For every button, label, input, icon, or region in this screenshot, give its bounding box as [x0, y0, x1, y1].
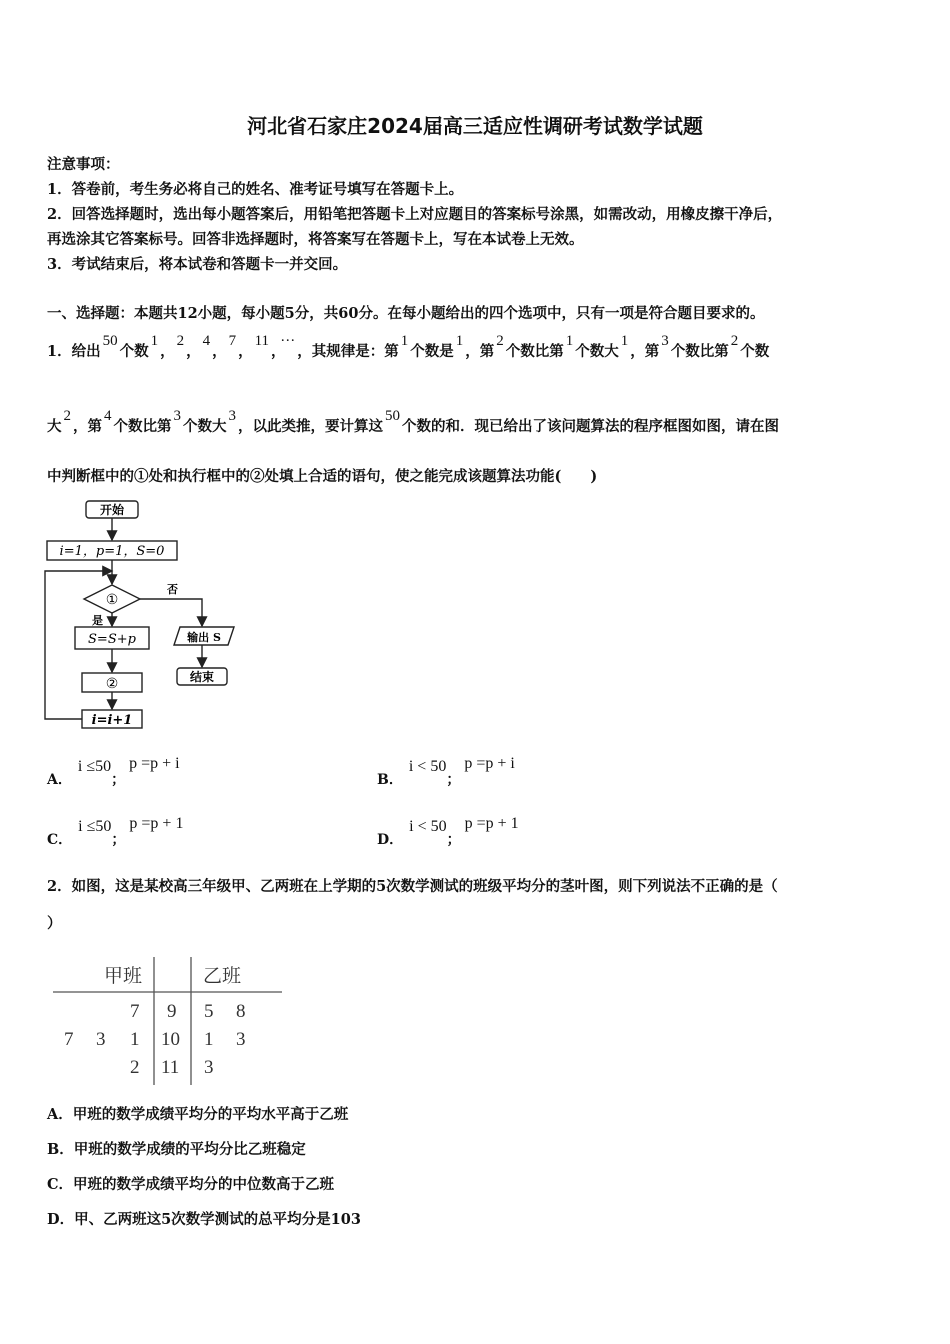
notice-item: 2．回答选择题时，选出每小题答案后，用铅笔把答题卡上对应题目的答案标号涂黑，如需改动，用橡皮擦干净后，: [47, 206, 783, 223]
leaf: 1: [130, 1029, 140, 1050]
stem: 9: [167, 1001, 177, 1022]
flow-cond: ①: [105, 592, 119, 608]
q2-option-b[interactable]: B．甲班的数学成绩的平均分比乙班稳定: [47, 1141, 306, 1158]
q1-line-2: 大2，第4个数比第3个数大3，以此类推，要计算这50个数的和．现已给出了该问题算法的程序框图如图，请在图: [47, 408, 779, 435]
leaf: 7: [130, 1001, 140, 1022]
right-title: 乙班: [203, 966, 242, 987]
q1-option-b[interactable]: B．i < 50；p =p + i: [377, 755, 515, 788]
flow-sum: S=S+p: [88, 632, 136, 647]
notice-item: 3．考试结束后，将本试卷和答题卡一并交回。: [47, 256, 348, 273]
leaf: 1: [204, 1029, 214, 1050]
flow-yes: 是: [92, 614, 103, 627]
flow-init: i=1，p=1，S=0: [59, 544, 165, 559]
notice-heading: 注意事项：: [47, 156, 120, 173]
flow-end: 结束: [189, 670, 215, 684]
leaf: 3: [96, 1029, 106, 1050]
notice-item: 再选涂其它答案标号。回答非选择题时，将答案写在答题卡上，写在本试卷上无效。: [47, 231, 584, 248]
q2-option-c[interactable]: C．甲班的数学成绩平均分的中位数高于乙班: [47, 1176, 335, 1193]
q1-line-3: 中判断框中的①处和执行框中的②处填上合适的语句，使之能完成该题算法功能( ): [47, 468, 598, 485]
leaf: 3: [236, 1029, 246, 1050]
q1-option-c[interactable]: C．i ≤50；p =p + 1: [47, 815, 184, 848]
left-title: 甲班: [104, 966, 143, 987]
q1-option-d[interactable]: D．i < 50；p =p + 1: [377, 815, 519, 848]
q2-stem-end: ）: [47, 915, 62, 932]
stem: 10: [161, 1029, 180, 1050]
section-heading: 一、选择题：本题共12小题，每小题5分，共60分。在每小题给出的四个选项中，只有一项是符合题目要求的。: [47, 305, 765, 322]
q1-line-1: 1．给出50个数1，2，4，7，11，···，其规律是：第1个数是1，第2个数比第1个数大1，第3个数比第2个数: [47, 333, 770, 360]
stem-leaf-plot: [50, 955, 286, 1090]
flow-step2: ②: [105, 676, 119, 692]
leaf: 7: [64, 1029, 74, 1050]
q1-option-a[interactable]: A．i ≤50；p =p + i: [47, 755, 180, 788]
q2-stem: 2．如图，这是某校高三年级甲、乙两班在上学期的5次数学测试的班级平均分的茎叶图，则下列说法不正确的是（: [47, 878, 778, 895]
leaf: 3: [204, 1057, 214, 1078]
leaf: 5: [204, 1001, 214, 1022]
flowchart: [40, 497, 240, 737]
flow-no: 否: [167, 583, 178, 596]
flow-start: 开始: [99, 503, 125, 517]
flow-output: 输出 S: [187, 631, 221, 644]
flow-inc: i=i+1: [91, 713, 133, 728]
leaf: 8: [236, 1001, 246, 1022]
page-title: 河北省石家庄2024届高三适应性调研考试数学试题: [247, 114, 703, 138]
q2-option-d[interactable]: D．甲、乙两班这5次数学测试的总平均分是103: [47, 1211, 361, 1228]
notice-item: 1．答卷前，考生务必将自己的姓名、准考证号填写在答题卡上。: [47, 181, 464, 198]
stem: 11: [161, 1057, 180, 1078]
leaf: 2: [130, 1057, 140, 1078]
q2-option-a[interactable]: A．甲班的数学成绩平均分的平均水平高于乙班: [47, 1106, 349, 1123]
